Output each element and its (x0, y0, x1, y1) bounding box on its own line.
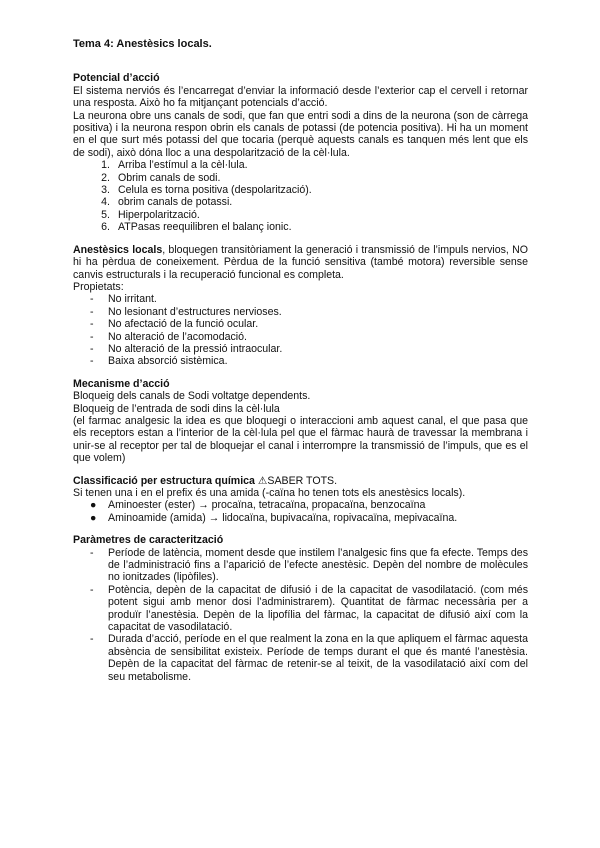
list-text: No irritant. (108, 293, 157, 306)
classificacio-list (73, 499, 528, 524)
list-item (73, 584, 528, 634)
list-item (73, 293, 528, 305)
anestesics-bold-term: Anestèsics locals (73, 243, 163, 256)
parametres-list (73, 547, 528, 683)
mecanisme-line-1: Bloqueig dels canals de Sodi voltatge dependents. (73, 390, 311, 403)
heading-potencial: Potencial d’acció (73, 72, 160, 85)
list-number: 6. (101, 221, 110, 234)
list-number: 5. (101, 208, 110, 221)
list-text: Baixa absorció sistèmica. (108, 355, 228, 368)
bullet-icon: ● (90, 511, 97, 524)
list-number: 4. (101, 196, 110, 209)
list-item (73, 331, 528, 343)
mecanisme-paragraph: (el farmac analgesic la idea es que bloquegi o interaccioni amb aquest canal, el que pasa que els receptors estan a l’interior de la cèl·lula pel que el fàrmac haurà de travessar la membrana i unir-se al receptor per tal de bloquejar el canal i interrompre la transmissió de l’impuls, que es el que volem) (73, 414, 528, 465)
dash-marker: - (90, 355, 94, 368)
dash-marker: - (90, 583, 94, 596)
list-item (73, 512, 528, 524)
list-item (73, 184, 528, 196)
heading-parametres: Paràmetres de caracterització (73, 534, 224, 547)
properties-label: Propietats: (73, 280, 124, 293)
paragraph-potencial-2: La neurona obre uns canals de sodi, que fan que entri sodi a dins de la neurona (son de càrrega positiva) i la neurona respon obrin els canals de potassi (de potencia positiva). Hi ha un moment en el que surt més potassi del que tocaria (perquè aquests canals es tanquen més lent que els de sodi), això dóna lloc a una despolarització de la cèl·lula. (73, 109, 528, 159)
dash-marker: - (90, 633, 94, 646)
list-text: No alteració de la pressió intraocular. (108, 342, 283, 355)
list-item (73, 196, 528, 208)
document-title: Tema 4: Anestèsics locals. (73, 38, 212, 50)
list-item (73, 159, 528, 171)
list-item (73, 633, 528, 683)
list-text: Arriba l’estímul a la cèl·lula. (118, 159, 248, 172)
list-text: obrim canals de potassi. (118, 196, 233, 209)
paragraph-anestesics (73, 244, 528, 281)
heading-classificacio-row (73, 475, 528, 487)
bullet-icon: ● (90, 499, 97, 512)
document-page (73, 38, 528, 683)
list-text: No lesionant d’estructures nervioses. (108, 305, 282, 318)
list-item (73, 172, 528, 184)
list-text: Aminoamide (amida) → lidocaïna, bupivacaïna, ropivacaïna, mepivacaïna. (108, 511, 458, 524)
dash-marker: - (90, 342, 94, 355)
list-text: Hiperpolarització. (118, 208, 200, 221)
warning-note: ⚠SABER TOTS. (257, 474, 338, 487)
properties-list (73, 293, 528, 367)
list-text: No afectació de la funció ocular. (108, 318, 259, 331)
list-text: ATPasas reequilibren el balanç ionic. (118, 221, 292, 234)
dash-marker: - (90, 330, 94, 343)
list-text: Durada d’acció, període en el que realment la zona en la que apliquem el fàrmac aquesta absència de sensibilitat existeix. Període de temps durant el que és manté l’anestèsia. Depèn de la capacitat del fàrmac de retenir-se al teixit, de la vasodilatació així com del seu metabolisme. (108, 633, 528, 683)
list-number: 3. (101, 184, 110, 197)
heading-mecanisme: Mecanisme d’acció (73, 377, 170, 390)
list-item (73, 343, 528, 355)
dash-marker: - (90, 305, 94, 318)
list-item (73, 355, 528, 367)
list-text: Obrim canals de sodi. (118, 171, 221, 184)
list-number: 2. (101, 171, 110, 184)
list-text: Aminoester (ester) → procaïna, tetracaïna, propacaïna, benzocaïna (108, 499, 426, 512)
list-text: Celula es torna positiva (despolarització). (118, 184, 312, 197)
list-item (73, 547, 528, 584)
list-text: No alteració de l’acomodació. (108, 330, 247, 343)
list-item (73, 209, 528, 221)
list-item (73, 318, 528, 330)
steps-list (73, 159, 528, 233)
list-item (73, 306, 528, 318)
list-text: Període de latència, moment desde que instilem l’analgesic fins que fa efecte. Temps des de l’administració fins a l’aparició de l’efecte anestèsic. Depèn del nombre de molècules no ionitzades (lipòfiles). (108, 546, 528, 584)
anestesics-description: , bloquegen transitòriament la generació i transmissió de l’impuls nervios, NO hi ha pèrdua de coneixement. Pèrdua de la funció sensitiva (també motora) reversible sense canvis estructurals i la recuperació funcional es completa. (73, 243, 529, 281)
mecanisme-line-2: Bloqueig de l’entrada de sodi dins la cèl·lula (73, 402, 280, 415)
list-text: Potència, depèn de la capacitat de difusió i de la capacitat de vasodilatació. (com més potent sigui amb menor dosi l’administrarem). Quantitat de fàrmac necessària per a produïr l’anestèsia. Depèn de la lipofília del fàrmac, la capacitat de difusió així com la capacitat de vasodilatació. (108, 583, 528, 634)
list-number: 1. (101, 159, 110, 172)
list-item (73, 499, 528, 511)
classificacio-intro: Si tenen una i en el prefix és una amida (-caïna ho tenen tots els anestèsics locals). (73, 487, 466, 499)
dash-marker: - (90, 318, 94, 331)
dash-marker: - (90, 546, 94, 559)
dash-marker: - (90, 293, 94, 306)
list-item (73, 221, 528, 233)
heading-classificacio: Classificació per estructura química (73, 474, 255, 487)
paragraph-potencial-1: El sistema nerviós és l’encarregat d’enviar la informació desde l’exterior cap el cervell i retornar una resposta. Això ho fa mitjançant potencials d’acció. (73, 84, 528, 110)
